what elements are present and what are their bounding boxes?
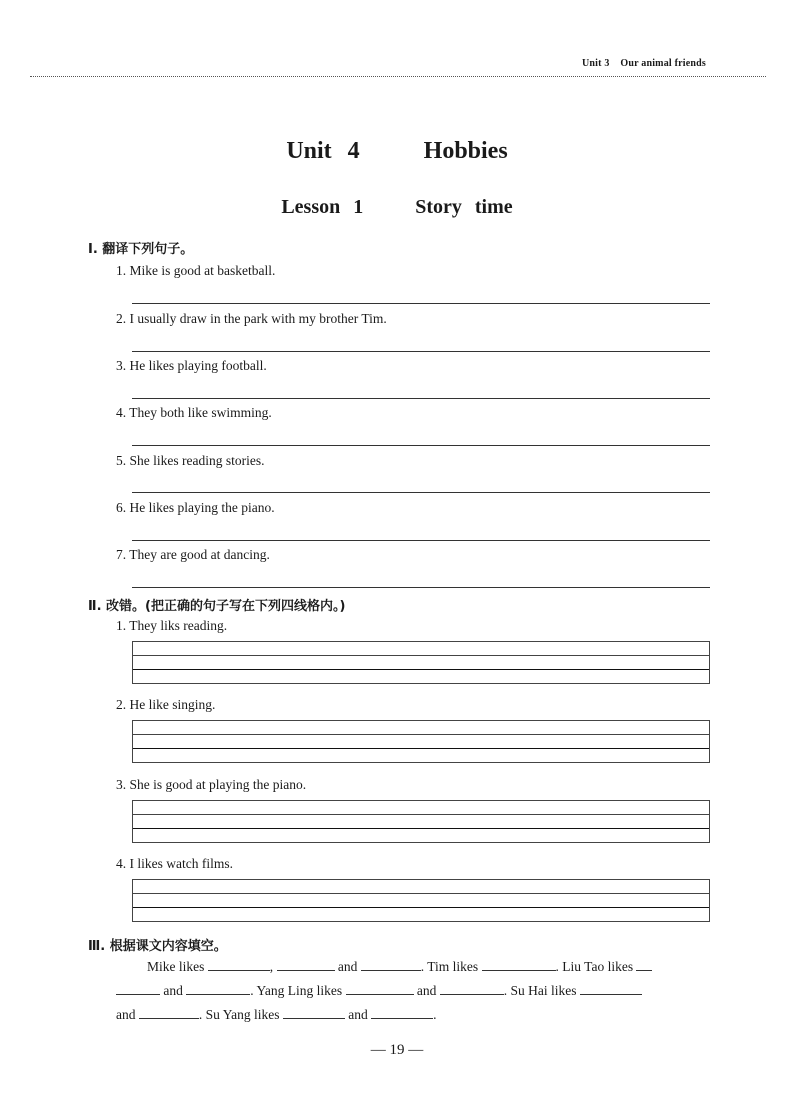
translate-item-1: 1. Mike is good at basketball. (116, 263, 276, 278)
answer-line-7[interactable] (132, 587, 710, 588)
translate-item-3: 3. He likes playing football. (116, 358, 267, 373)
lesson-title: Lesson 1 Story time (281, 196, 513, 218)
section-2-heading: Ⅱ. 改错。(把正确的句子写在下列四线格内。) (88, 599, 346, 614)
translate-item-2: 2. I usually draw in the park with my brother Tim. (116, 311, 387, 326)
blank-6[interactable] (186, 980, 250, 995)
blank-8[interactable] (440, 980, 504, 995)
blank-12[interactable] (371, 1004, 433, 1019)
blank-4[interactable] (482, 956, 556, 971)
answer-line-1[interactable] (132, 303, 710, 304)
four-line-grid-3[interactable] (132, 800, 710, 843)
correct-item-2: 2. He like singing. (116, 697, 216, 712)
blank-9[interactable] (580, 980, 642, 995)
translate-item-7: 7. They are good at dancing. (116, 547, 270, 562)
correct-item-3: 3. She is good at playing the piano. (116, 777, 307, 792)
translate-item-6: 6. He likes playing the piano. (116, 500, 275, 515)
answer-line-6[interactable] (132, 540, 710, 541)
four-line-grid-1[interactable] (132, 641, 710, 684)
section-3-heading: Ⅲ. 根据课文内容填空。 (88, 939, 227, 954)
page-number: — 19 — (370, 1042, 424, 1058)
blank-2[interactable] (277, 956, 335, 971)
section-1-heading: Ⅰ. 翻译下列句子。 (88, 242, 194, 257)
blank-11[interactable] (283, 1004, 345, 1019)
four-line-grid-4[interactable] (132, 879, 710, 922)
blank-10[interactable] (139, 1004, 199, 1019)
blank-7[interactable] (346, 980, 414, 995)
blank-1[interactable] (208, 956, 270, 971)
answer-line-3[interactable] (132, 398, 710, 399)
unit-title: Unit 4 Hobbies (286, 138, 508, 164)
passage-line-1: Mike likes , and . Tim likes . Liu Tao likes (116, 955, 710, 979)
passage-line-3: and . Su Yang likes and . (116, 1003, 710, 1027)
header-divider (30, 76, 766, 77)
answer-line-4[interactable] (132, 445, 710, 446)
running-header: Unit 3 Our animal friends (581, 58, 706, 69)
blank-3[interactable] (361, 956, 421, 971)
translate-item-5: 5. She likes reading stories. (116, 453, 265, 468)
blank-5a[interactable] (636, 956, 652, 971)
answer-line-2[interactable] (132, 351, 710, 352)
correct-item-4: 4. I likes watch films. (116, 856, 233, 871)
answer-line-5[interactable] (132, 492, 710, 493)
four-line-grid-2[interactable] (132, 720, 710, 763)
passage-line-2: and . Yang Ling likes and . Su Hai likes (116, 979, 710, 1003)
fill-in-passage (116, 955, 710, 1027)
translate-item-4: 4. They both like swimming. (116, 405, 272, 420)
blank-5b[interactable] (116, 980, 160, 995)
correct-item-1: 1. They liks reading. (116, 618, 228, 633)
